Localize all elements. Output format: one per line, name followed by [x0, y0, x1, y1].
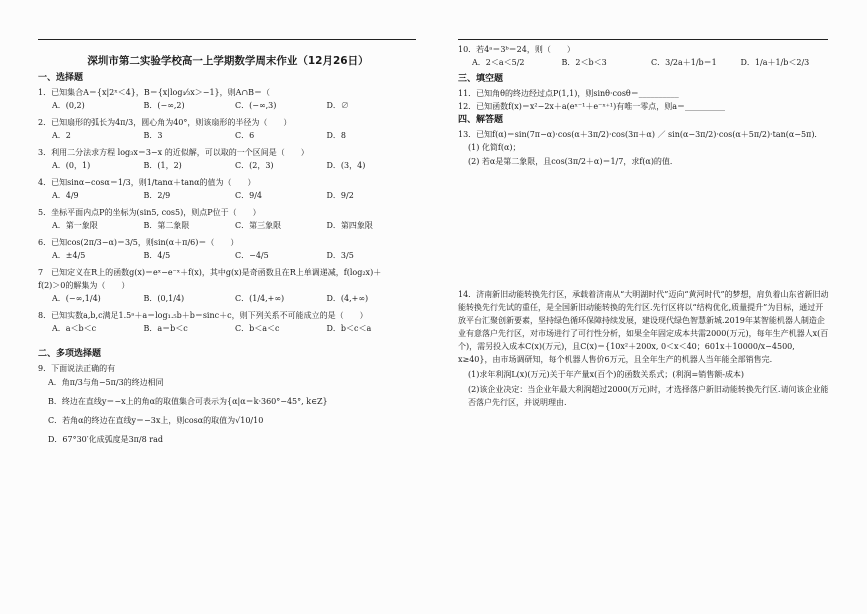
option-c: C．b＜a＜c: [235, 324, 280, 333]
option-a: A．2＜a＜5/2: [472, 58, 525, 67]
question-1-options: [52, 100, 418, 111]
option-c: C．(−∞,3): [235, 101, 277, 110]
question-4-options: [52, 190, 418, 201]
option-b: B．2＜b＜3: [561, 58, 607, 67]
question-9: 9．下面说法正确的有: [38, 364, 116, 373]
section-heading-fill-in: 三、填空题: [458, 74, 504, 84]
option-c: C．(2，3): [235, 161, 274, 170]
question-9-option-c: C．若角α的终边在直线y＝−3x上，则cosα的取值为√10/10: [48, 416, 264, 425]
option-a: A．±4/5: [52, 251, 86, 260]
option-b: B．2/9: [143, 191, 171, 200]
option-c: C．−4/5: [235, 251, 269, 260]
question-2: 2．已知扇形的弧长为4π/3，圆心角为40°，则该扇形的半径为（ ）: [38, 118, 292, 127]
option-a: A．(−∞,1/4): [52, 294, 101, 303]
question-1: 1．已知集合A＝{x|2ˣ＜4}，B＝{x|log₁⁄₃x＞−1}，则A∩B＝（: [38, 88, 270, 97]
question-10: 10．若4ᵃ＝3ᵇ＝24，则（ ）: [458, 45, 575, 54]
option-b: B．第二象限: [143, 221, 190, 230]
question-7-line-1: 7 已知定义在R上的函数g(x)＝eˣ−e⁻ˣ＋f(x)，其中g(x)是奇函数且在R上单调递减，f(log₂x)＋: [38, 268, 382, 277]
option-a: A．4/9: [52, 191, 79, 200]
question-8: 8．已知实数a,b,c满足1.5ᵃ＋a＝log₁.₅b＋b＝sinc＋c，则下列关系不可能成立的是（ ）: [38, 311, 368, 320]
question-13-part-1: (1) 化简f(α)；: [468, 143, 521, 152]
question-14-part-1: (1)求年利润L(x)(万元)关于年产量x(百个)的函数关系式；(利润=销售额-成本): [468, 370, 745, 379]
question-7-options: [52, 293, 418, 304]
option-a: A．第一象限: [52, 221, 98, 230]
right-column: [458, 40, 830, 411]
question-8-options: [52, 323, 418, 334]
question-6: 6．已知cos(2π/3−α)＝3/5，则sin(α＋π/6)＝（ ）: [38, 238, 239, 247]
page-title: 深圳市第二实验学校高一上学期数学周末作业（12月26日）: [87, 55, 369, 67]
question-9-option-d: D．67°30′化成弧度是3π/8 rad: [48, 435, 163, 444]
option-a: A．(0，1): [52, 161, 91, 170]
section-heading-choice: 一、选择题: [38, 73, 84, 83]
question-14-part-2: (2)该企业决定：当企业年最大利润超过2000(万元)时，才选择落户新旧动能转换先行区.请问该企业能否落户先行区，并说明理由.: [468, 385, 829, 407]
option-d: D．3/5: [326, 251, 354, 260]
question-12: 12．已知函数f(x)＝x²−2x＋a(eˣ⁻¹＋e⁻ˣ⁺¹)有唯一零点，则a＝__________: [458, 102, 726, 111]
question-5-options: [52, 220, 418, 231]
option-c: C．3/2a＋1/b＝1: [651, 58, 717, 67]
option-d: D．1/a＋1/b＜2/3: [740, 58, 810, 67]
question-7-line-2: f(2)＞0的解集为（ ）: [38, 281, 130, 290]
option-d: D．(4,+∞): [326, 294, 369, 303]
question-9-option-b: B．终边在直线y＝−x上的角α的取值集合可表示为{α|α＝k·360°−45°, k∈Z}: [48, 397, 328, 406]
option-d: D．第四象限: [326, 221, 373, 230]
option-d: D．8: [326, 131, 347, 140]
option-d: D．∅: [326, 101, 349, 110]
question-9-option-a: A．角π/3与角−5π/3的终边相同: [48, 378, 164, 387]
question-10-options: [472, 57, 830, 68]
question-3: 3．利用二分法求方程 log₃x＝3−x 的近似解，可以取的一个区间是（ ）: [38, 148, 309, 157]
option-a: A．(0,2): [52, 101, 85, 110]
left-column: [38, 40, 418, 453]
option-c: C．9/4: [235, 191, 262, 200]
option-b: B．(1，2): [143, 161, 182, 170]
question-13-part-2: (2) 若α是第二象限，且cos(3π/2＋α)＝1/7，求f(α)的值．: [468, 157, 678, 166]
question-6-options: [52, 250, 418, 261]
option-c: C．(1/4,+∞): [235, 294, 285, 303]
question-5: 5．坐标平面内点P的坐标为(sin5, cos5)，则点P位于（ ）: [38, 208, 261, 217]
section-heading-multiple-choice: 二、多项选择题: [38, 349, 102, 359]
question-14-body: 14．济南新旧动能转换先行区，承载着济南从“大明湖时代”迈向“黄河时代”的梦想，肩负着山东省新旧动能转换先行先试的重任，是全国新旧动能转换的先行区.先行区将以“结构优化,质量提升”为目标，通过开放平台汇聚创新要素，坚持绿色循环保障持续发展，建设现代绿色智慧新城.2019年某智能机器人制造企业有意落户先行区，对市场进行了可行性分析，如果全年固定成本共需2000(万元)，每年生产机器人x(百个)，需另投入成本C(x)(万元)，且C(x)＝{10x²＋200x, 0＜x＜40；601x＋10000/x−4500, x≥40}，由市场调研知，每个机器人售价6万元，且全年生产的机器人当年能全部销售完.: [458, 290, 829, 364]
option-b: B．3: [143, 131, 163, 140]
option-a: A．2: [52, 131, 71, 140]
question-3-options: [52, 160, 418, 171]
option-d: D．b＜c＜a: [326, 324, 372, 333]
option-d: D．9/2: [326, 191, 354, 200]
option-b: B．(0,1/4): [143, 294, 185, 303]
option-c: C．第三象限: [235, 221, 282, 230]
section-heading-solution: 四、解答题: [458, 115, 504, 125]
question-11: 11．已知角θ的终边经过点P(1,1)，则sinθ·cosθ＝__________: [458, 89, 679, 98]
question-13: 13．已知f(α)＝sin(7π−α)·cos(α＋3π/2)·cos(3π＋α) ／ sin(α−3π/2)·cos(α＋5π/2)·tan(α−5π)．: [458, 130, 823, 139]
option-b: B．4/5: [143, 251, 171, 260]
option-b: B．a＝b＜c: [143, 324, 188, 333]
option-d: D．(3，4): [326, 161, 366, 170]
option-b: B．(−∞,2): [143, 101, 185, 110]
option-a: A．a＜b＜c: [52, 324, 97, 333]
question-4: 4．已知sinα−cosα＝1/3，则1/tanα＋tanα的值为（ ）: [38, 178, 256, 187]
option-c: C．6: [235, 131, 255, 140]
question-2-options: [52, 130, 418, 141]
